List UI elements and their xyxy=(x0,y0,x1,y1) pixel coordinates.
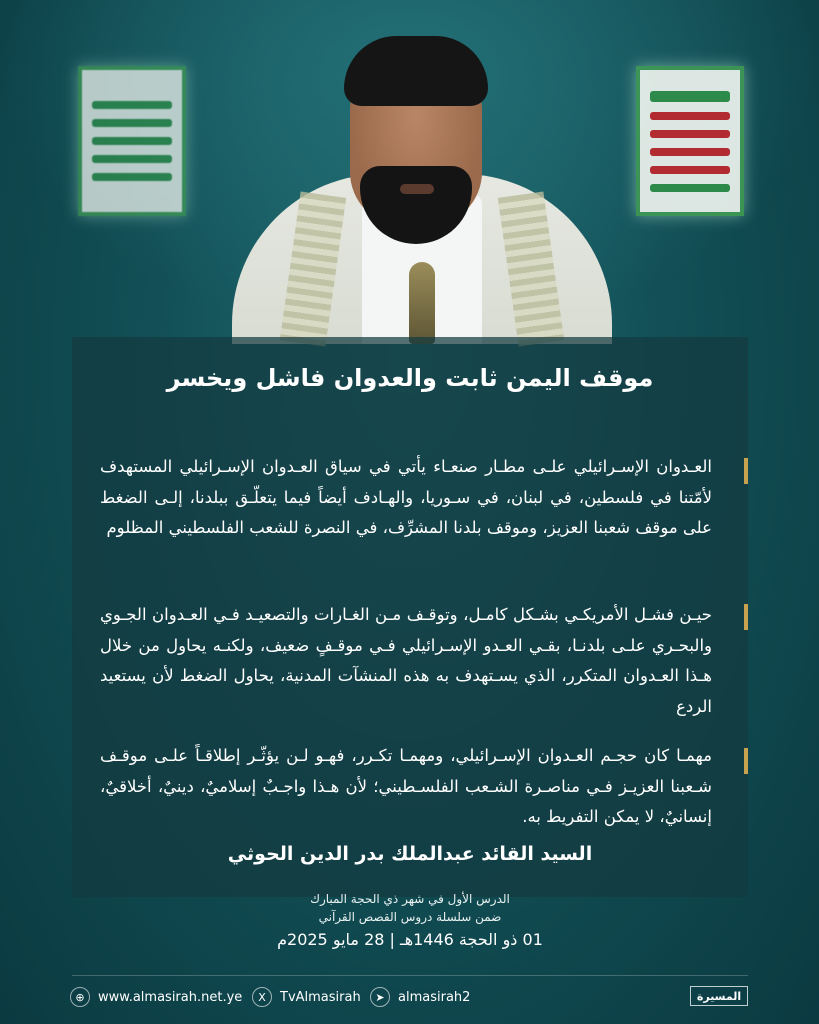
twitter-label: TvAlmasirah xyxy=(280,989,361,1005)
lesson-series: ضمن سلسلة دروس القصص القرآني xyxy=(318,910,502,924)
almasirah-logo-icon: المسيرة xyxy=(690,986,748,1006)
twitter-link[interactable] xyxy=(252,987,361,1007)
lesson-title: الدرس الأول في شهر ذي الحجة المبارك xyxy=(310,892,510,906)
mouth xyxy=(400,184,434,194)
paragraph-2: حيـن فشـل الأمريكـي بشـكل كامـل، وتوقـف مـن الغـارات والتصعيـد فـي العـدوان الجـوي والبحـري علـى بلدنـا، بقـي العـدو الإسـرائيلي فـي موقـفٍ ضعيف، ولكنـه يحاول من خلال هـذا العـدوان المتكرر، الذي يسـتهدف به هذه المنشآت المدنية، يحاول الضغط لأن يستعيد الردع xyxy=(100,605,712,716)
right-slogan-banner xyxy=(636,66,744,216)
telegram-label: almasirah2 xyxy=(398,989,471,1005)
paragraph-1: العـدوان الإسـرائيلي علـى مطـار صنعـاء يأتي في سياق العـدوان الإسـرائيلي المستهدف لأمّتنا في فلسطين، في لبنان، في سـوريا، والهـادف أيضاً فيما يتعلّـق ببلدنا، إلـى الضغط على موقف شعبنا العزيز، وموقف بلدنا المشرِّف، في النصرة للشعب الفلسطيني المظلوم xyxy=(100,457,712,537)
author-name: السيد القائد عبدالملك بدر الدين الحوثي xyxy=(227,843,593,865)
paragraph-3: مهمـا كان حجـم العـدوان الإسـرائيلي، ومهمـا تكـرر، فهـو لـن يؤثّـر إطلاقـاً علـى موقـف شـعبنا العزيـز فـي مناصـرة الشـعب الفلسـطيني؛ لأن هـذا واجـبٌ إسلاميٌ، دينيٌ، أخلاقيٌ، إنسانيٌ، لا يمكن التفريط به. xyxy=(100,746,712,826)
x-icon: X xyxy=(252,987,272,1007)
article-title: موقف اليمن ثابت والعدوان فاشل ويخسر xyxy=(166,364,654,392)
speaker-portrait xyxy=(232,24,612,344)
telegram-link[interactable] xyxy=(370,987,470,1007)
telegram-icon: ➤ xyxy=(370,987,390,1007)
paragraph-accent-bar xyxy=(744,748,748,774)
globe-icon: ⊕ xyxy=(70,987,90,1007)
footer-divider xyxy=(72,975,748,976)
dagger-icon xyxy=(409,262,435,344)
website-link[interactable] xyxy=(70,987,242,1007)
hair xyxy=(344,36,488,106)
paragraph-accent-bar xyxy=(744,458,748,484)
lesson-date: 01 ذو الحجة 1446هـ | 28 مايو 2025م xyxy=(277,930,543,949)
paragraph-accent-bar xyxy=(744,604,748,630)
website-label: www.almasirah.net.ye xyxy=(98,989,243,1005)
left-slogan-banner xyxy=(78,66,186,216)
